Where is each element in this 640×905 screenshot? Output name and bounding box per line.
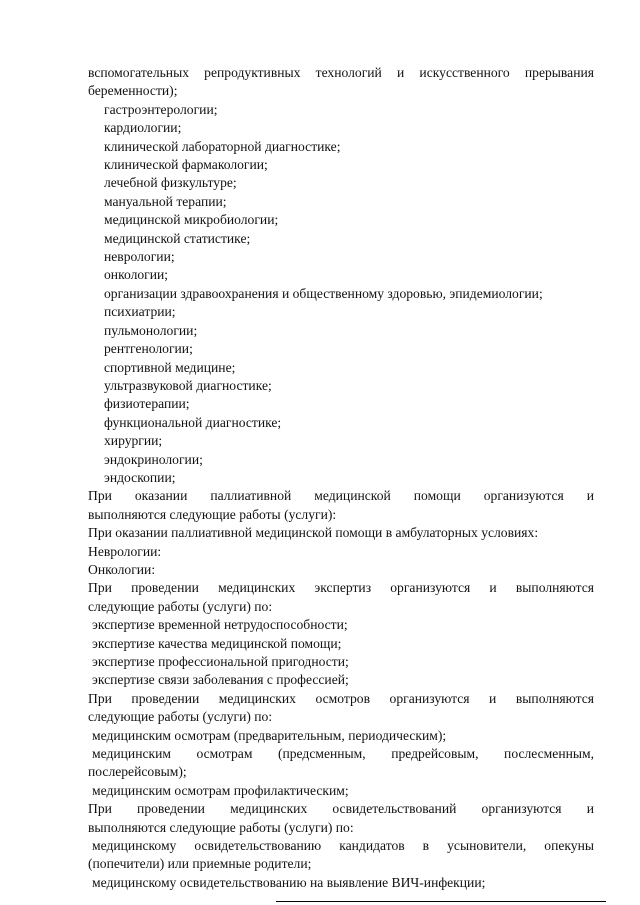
text-line: экспертизе профессиональной пригодности; — [92, 654, 349, 669]
text-line: следующие работы (услуги) по: — [88, 709, 273, 725]
text-line: физиотерапии; — [104, 396, 190, 412]
text-line: медицинскому освидетельствованию кандидатов в усыновители, опекуны — [92, 838, 594, 854]
text-line: ультразвуковой диагностике; — [104, 377, 272, 393]
text-line: клинической лабораторной диагностике; — [104, 138, 341, 154]
text-line: эндокринологии; — [104, 451, 203, 467]
text-line: кардиологии; — [104, 120, 182, 136]
text-line: онкологии; — [104, 267, 169, 283]
text-line: При проведении медицинских осмотров организуются и выполняются — [88, 690, 594, 706]
bottom-rule — [276, 901, 606, 902]
text-line: психиатрии; — [104, 304, 176, 320]
text-line: беременности); — [88, 83, 178, 99]
text-line: При оказании паллиативной медицинской помощи организуются и — [88, 488, 594, 504]
text-line: медицинским осмотрам (предсменным, предрейсовым, послесменным, — [92, 746, 594, 762]
text-line: медицинской микробиологии; — [104, 212, 279, 228]
text-line: вспомогательных репродуктивных технологий и искусственного прерывания — [88, 65, 594, 80]
text-line: мануальной терапии; — [104, 193, 227, 209]
text-line: клинической фармакологии; — [104, 157, 268, 173]
text-line: лечебной физкультуре; — [104, 175, 237, 191]
text-line: медицинскому освидетельствованию на выявление ВИЧ-инфекции; — [92, 874, 486, 890]
text-line: неврологии; — [104, 249, 175, 265]
text-line: послерейсовым); — [88, 764, 187, 780]
text-line: выполняются следующие работы (услуги) по: — [88, 819, 354, 835]
text-line: При проведении медицинских экспертиз организуются и выполняются — [88, 580, 594, 596]
text-line: экспертизе качества медицинской помощи; — [92, 635, 342, 651]
text-line: следующие работы (услуги) по: — [88, 598, 273, 614]
text-line: При оказании паллиативной медицинской помощи в амбулаторных условиях: — [88, 525, 539, 541]
text-line: При проведении медицинских освидетельствований организуются и — [88, 801, 594, 817]
text-line: экспертизе связи заболевания с профессией; — [92, 672, 349, 688]
text-line: эндоскопии; — [104, 469, 176, 485]
text-line: медицинской статистике; — [104, 230, 251, 246]
text-line: гастроэнтерологии; — [104, 101, 218, 117]
text-line: пульмонологии; — [104, 322, 198, 338]
text-line: функциональной диагностике; — [104, 414, 282, 430]
text-line: экспертизе временной нетрудоспособности; — [92, 617, 348, 633]
text-line: рентгенологии; — [104, 341, 193, 357]
text-line: хирургии; — [104, 433, 163, 449]
text-line: выполняются следующие работы (услуги): — [88, 506, 337, 522]
text-line: Неврологии: — [88, 543, 162, 559]
text-line: медицинским осмотрам (предварительным, периодическим); — [92, 727, 447, 743]
text-line: (попечители) или приемные родители; — [88, 856, 312, 872]
text-line: медицинским осмотрам профилактическим; — [92, 782, 349, 798]
document-body — [88, 64, 594, 892]
text-line: организации здравоохранения и общественному здоровью, эпидемиологии; — [104, 285, 543, 301]
text-line: спортивной медицине; — [104, 359, 236, 375]
text-line: Онкологии: — [88, 561, 156, 577]
